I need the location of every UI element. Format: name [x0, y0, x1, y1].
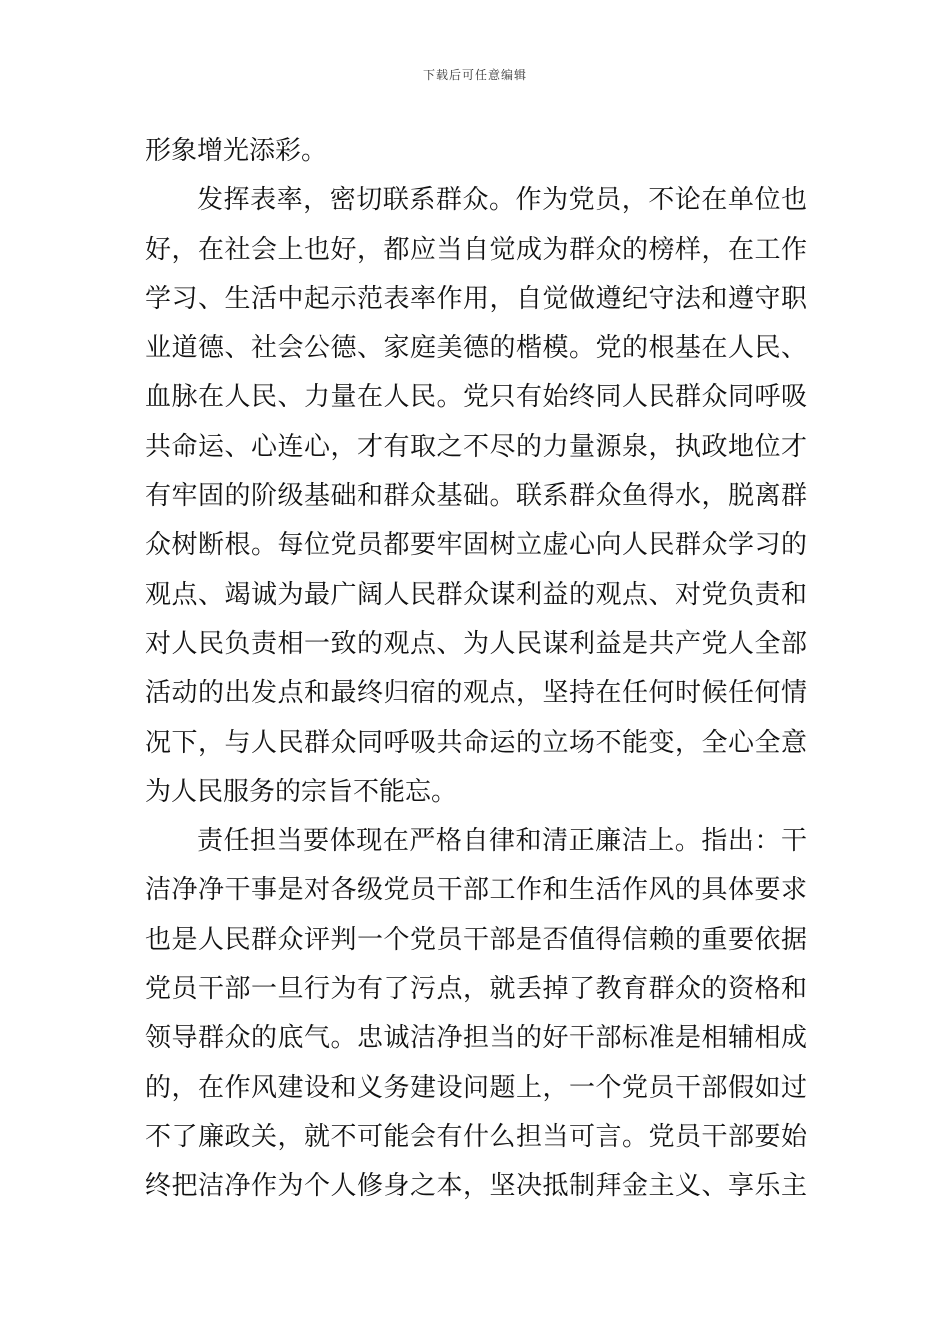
text-line: 终把洁净作为个人修身之本，坚决抵制拜金主义、享乐主: [145, 1171, 807, 1202]
text-line: 观点、竭诚为最广阔人民群众谋利益的观点、对党负责和: [145, 579, 807, 610]
text-line: 的，在作风建设和义务建设问题上，一个党员干部假如过: [145, 1072, 807, 1103]
text-line: 血脉在人民、力量在人民。党只有始终同人民群众同呼吸: [145, 382, 807, 413]
text-line: 领导群众的底气。忠诚洁净担当的好干部标准是相辅相成: [145, 1023, 807, 1054]
document-body: [145, 127, 807, 1212]
text-line: 共命运、心连心，才有取之不尽的力量源泉，执政地位才: [145, 431, 807, 462]
text-line: 对人民负责相一致的观点、为人民谋利益是共产党人全部: [145, 628, 807, 659]
text-line: 业道德、社会公德、家庭美德的楷模。党的根基在人民、: [145, 333, 807, 364]
text-line: 也是人民群众评判一个党员干部是否值得信赖的重要依据: [145, 924, 807, 955]
text-line: 学习、生活中起示范表率作用，自觉做遵纪守法和遵守职: [145, 283, 807, 314]
text-line: 洁净净干事是对各级党员干部工作和生活作风的具体要求: [145, 875, 807, 906]
text-line: 责任担当要体现在严格自律和清正廉洁上。指出：干: [197, 826, 807, 857]
page-header: 下载后可任意编辑: [422, 68, 527, 82]
text-line: 发挥表率，密切联系群众。作为党员，不论在单位也: [197, 185, 807, 216]
text-line: 有牢固的阶级基础和群众基础。联系群众鱼得水，脱离群: [145, 481, 807, 512]
text-line: 好，在社会上也好，都应当自觉成为群众的榜样，在工作: [145, 234, 807, 265]
text-line: 形象增光添彩。: [145, 136, 328, 166]
text-line: 党员干部一旦行为有了污点，就丢掉了教育群众的资格和: [145, 974, 807, 1005]
text-line: 况下，与人民群众同呼吸共命运的立场不能变，全心全意: [145, 727, 807, 758]
text-line: 为人民服务的宗旨不能忘。: [145, 776, 458, 807]
text-line: 众树断根。每位党员都要牢固树立虚心向人民群众学习的: [145, 530, 807, 561]
text-line: 活动的出发点和最终归宿的观点，坚持在任何时候任何情: [145, 678, 807, 709]
text-line: 不了廉政关，就不可能会有什么担当可言。党员干部要始: [145, 1121, 807, 1152]
